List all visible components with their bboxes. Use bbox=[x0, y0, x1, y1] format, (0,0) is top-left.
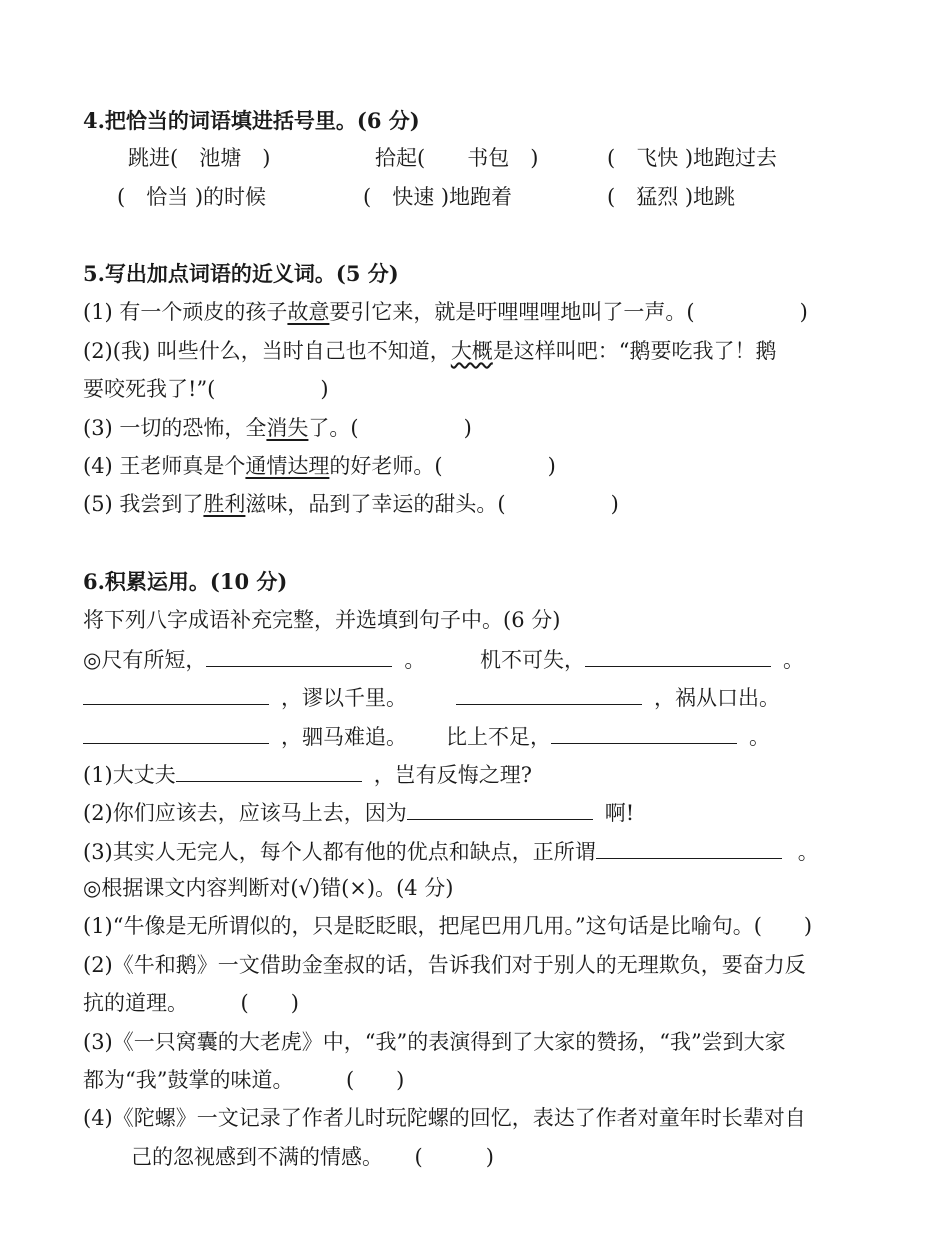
q4-row1-item2: 拾起( 书包 ) bbox=[375, 146, 539, 170]
q5-title: 5.写出加点词语的近义词。(5 分) bbox=[83, 261, 399, 286]
fill-1: (1)大丈夫 ，岂有反悔之理? bbox=[83, 763, 533, 787]
q5-item-3: (3) 一切的恐怖，全消失了。( ) bbox=[83, 416, 472, 440]
q5-item-2-cont: 要咬死我了!”( ) bbox=[83, 377, 329, 401]
judge-1: (1)“牛像是无所谓似的，只是眨眨眼，把尾巴用几用。”这句话是比喻句。( ) bbox=[83, 914, 813, 938]
fill-2: (2)你们应该去，应该马上去，因为 啊! bbox=[83, 801, 635, 825]
blank-idiom-1b bbox=[585, 648, 771, 667]
q5-item4-word: 通情达理 bbox=[245, 454, 330, 478]
q5-item2-word: 大概 bbox=[450, 339, 493, 363]
q5-item5-word: 胜利 bbox=[203, 492, 246, 516]
idiom-1b: 机不可失， 。 bbox=[480, 648, 804, 672]
q4-row2-item3: ( 猛烈 )地跳 bbox=[607, 185, 736, 209]
judge-3-line1: (3)《一只窝囊的大老虎》中，“我”的表演得到了大家的赞扬，“我”尝到大家 bbox=[83, 1030, 786, 1054]
q4-row2-item2: ( 快速 )地跑着 bbox=[363, 185, 513, 209]
q5-item-4: (4) 王老师真是个通情达理的好老师。( ) bbox=[83, 454, 556, 478]
q5-item1-word: 故意 bbox=[287, 300, 330, 324]
q5-item3-word: 消失 bbox=[266, 416, 309, 440]
blank-fill-2 bbox=[407, 801, 593, 820]
judge-2-line1: (2)《牛和鹅》一文借助金奎叔的话，告诉我们对于别人的无理欺负，要奋力反 bbox=[83, 953, 806, 977]
q4-row2-item1: ( 恰当 )的时候 bbox=[117, 185, 267, 209]
q4-row1-item3: ( 飞快 )地跑过去 bbox=[607, 146, 778, 170]
idiom-3b: 比上不足， 。 bbox=[446, 725, 770, 749]
judge-4-line2: 己的忽视感到不满的情感。 ( ) bbox=[131, 1145, 494, 1169]
idiom-3a: ，驷马难追。 bbox=[83, 725, 407, 748]
q5-item-1: (1) 有一个顽皮的孩子故意要引它来，就是吁哩哩哩地叫了一声。( ) bbox=[83, 300, 808, 324]
q5-item-2: (2)(我) 叫些什么，当时自己也不知道，大概是这样叫吧：“鹅要吃我了！鹅 bbox=[83, 339, 777, 363]
idiom-1a: ◎尺有所短， 。 bbox=[83, 648, 426, 672]
blank-idiom-3a bbox=[83, 725, 269, 744]
blank-fill-3 bbox=[596, 840, 782, 859]
blank-idiom-1a bbox=[206, 648, 392, 667]
blank-idiom-2b bbox=[456, 686, 642, 705]
blank-fill-1 bbox=[176, 763, 362, 782]
judge-intro: ◎根据课文内容判断对(√)错(×)。(4 分) bbox=[83, 876, 454, 900]
idiom-2a: ，谬以千里。 bbox=[83, 686, 407, 709]
q6-intro: 将下列八字成语补充完整，并选填到句子中。(6 分) bbox=[83, 608, 561, 632]
q4-row1-item1: 跳进( 池塘 ) bbox=[128, 146, 271, 170]
q5-item-5: (5) 我尝到了胜利滋味，品到了幸运的甜头。( ) bbox=[83, 492, 619, 516]
blank-idiom-2a bbox=[83, 686, 269, 705]
idiom-2b: ，祸从口出。 bbox=[456, 686, 780, 709]
judge-2-line2: 抗的道理。 ( ) bbox=[83, 991, 299, 1015]
blank-idiom-3b bbox=[551, 725, 737, 744]
judge-3-line2: 都为“我”鼓掌的味道。 ( ) bbox=[83, 1068, 405, 1092]
q4-title: 4.把恰当的词语填进括号里。(6 分) bbox=[83, 108, 420, 133]
q6-title: 6.积累运用。(10 分) bbox=[83, 569, 288, 594]
judge-4-line1: (4)《陀螺》一文记录了作者儿时玩陀螺的回忆，表达了作者对童年时长辈对自 bbox=[83, 1106, 806, 1130]
fill-3: (3)其实人无完人，每个人都有他的优点和缺点，正所谓 。 bbox=[83, 840, 819, 864]
